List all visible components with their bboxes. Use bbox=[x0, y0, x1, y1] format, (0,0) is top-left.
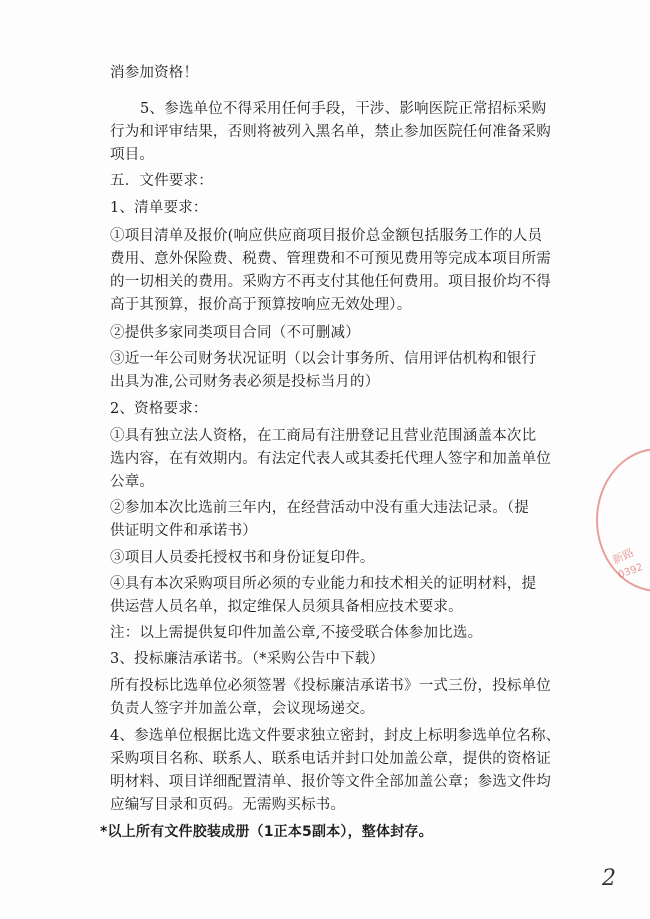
text-line: 明材料、项目详细配置清单、报价等文件全部加盖公章；参选文件均 bbox=[110, 774, 551, 790]
text-line: 出具为准,公司财务表必须是投标当月的） bbox=[110, 374, 380, 390]
note-line: 注：以上需提供复印件加盖公章,不接受联合体参加比选。 bbox=[110, 625, 483, 641]
seal-number: 0392 bbox=[616, 561, 645, 582]
summary-line: *以上所有文件胶装成册（1正本5副本），整体封存。 bbox=[100, 824, 433, 840]
text-line: 消参加资格！ bbox=[110, 65, 199, 81]
subsection-heading: 3、投标廉洁承诺书。（*采购公告中下载） bbox=[110, 651, 385, 667]
subsection-heading: 1、清单要求： bbox=[110, 200, 208, 216]
text-line: 的一切相关的费用。采购方不再支付其他任何费用。项目报价均不得 bbox=[110, 274, 551, 290]
text-line: ④具有本次采购项目所必须的专业能力和技术相关的证明材料，提 bbox=[110, 576, 537, 592]
text-line: ③近一年公司财务状况证明（以会计事务所、信用评估机构和银行 bbox=[110, 351, 537, 367]
text-line: 应编写目录和页码。无需购买标书。 bbox=[110, 797, 346, 813]
text-line: 选内容，在有效期内。有法定代表人或其委托代理人签字和加盖单位 bbox=[110, 451, 551, 467]
text-line: 采购项目名称、联系人、联系电话并封口处加盖公章，提供的资格证 bbox=[110, 751, 551, 767]
text-line: 负责人签字并加盖公章，会议现场递交。 bbox=[110, 701, 375, 717]
text-line: 5、参选单位不得采用任何手段，干涉、影响医院正常招标采购 bbox=[140, 101, 547, 117]
text-line: 公章。 bbox=[110, 474, 155, 490]
text-line: ③项目人员委托授权书和身份证复印件。 bbox=[110, 550, 375, 566]
text-line: ①具有独立法人资格，在工商局有注册登记且营业范围涵盖本次比 bbox=[110, 428, 537, 444]
text-line: 高于其预算，报价高于预算按响应无效处理）。 bbox=[110, 297, 412, 313]
section-heading: 五．文件要求： bbox=[110, 173, 213, 189]
subsection-heading: 2、资格要求： bbox=[110, 401, 208, 417]
text-line: ①项目清单及报价(响应供应商项目报价总金额包括服务工作的人员 bbox=[110, 228, 543, 244]
text-line: 供证明文件和承诺书） bbox=[110, 523, 257, 539]
text-line: 4、参选单位根据比选文件要求独立密封，封皮上标明参选单位名称、 bbox=[110, 728, 561, 744]
text-line: 供运营人员名单，拟定维保人员须具备相应技术要求。 bbox=[110, 599, 463, 615]
text-line: 行为和评审结果，否则将被列入黑名单，禁止参加医院任何准备采购 bbox=[110, 124, 551, 140]
text-line: 费用、意外保险费、税费、管理费和不可预见费用等完成本项目所需 bbox=[110, 251, 551, 267]
text-line: ②提供多家同类项目合同（不可删减） bbox=[110, 325, 360, 341]
page-number: 2 bbox=[602, 866, 616, 891]
text-line: 项目。 bbox=[110, 147, 155, 163]
seal-text: 新路 bbox=[610, 545, 636, 567]
text-line: 所有投标比选单位必须签署《投标廉洁承诺书》一式三份，投标单位 bbox=[110, 678, 551, 694]
text-line: ②参加本次比选前三年内，在经营活动中没有重大违法记录。（提 bbox=[110, 500, 530, 516]
